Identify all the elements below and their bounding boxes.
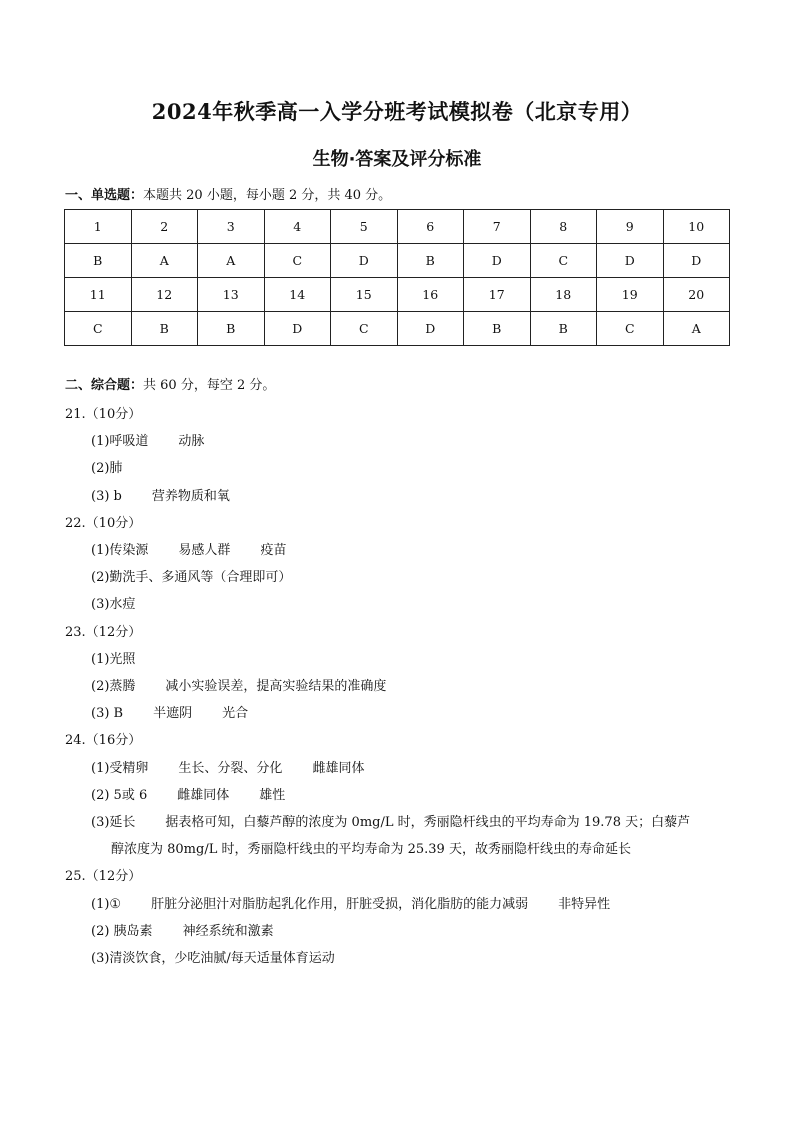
answer-line-continuation — [65, 836, 735, 863]
question-number-cell: 4 — [264, 210, 331, 244]
answer-part: 醇浓度为 80mg/L 时，秀丽隐杆线虫的平均寿命为 25.39 天，故秀丽隐杆线虫的寿命延长 — [111, 842, 631, 858]
question-heading: 21.（10分） — [65, 407, 142, 422]
answer-part: (3)水痘 — [91, 597, 136, 613]
answer-cell: C — [530, 244, 597, 278]
answer-part: 生长、分裂、分化 — [178, 760, 283, 776]
question-number-cell: 10 — [663, 210, 730, 244]
answer-part: 肝脏分泌胆汁对脂肪起乳化作用，肝脏受损，消化脂肪的能力减弱 — [151, 896, 529, 912]
question-number-cell: 18 — [530, 278, 597, 312]
answer-part: (3)延长 — [91, 814, 136, 830]
answer-part: 营养物质和氧 — [151, 488, 230, 504]
page-title: 2024年秋季高一入学分班考试模拟卷（北京专用） — [151, 99, 643, 124]
question-number-cell: 9 — [597, 210, 664, 244]
question-heading: 25.（12分） — [65, 869, 142, 885]
answer-cell: D — [397, 312, 464, 346]
answer-part: 雄性 — [259, 787, 286, 803]
answer-table — [64, 209, 730, 346]
answer-cell: A — [131, 244, 198, 278]
answer-cell: B — [530, 312, 597, 346]
answer-part: (1)受精卵 — [91, 760, 149, 776]
table-row-numbers-2 — [65, 278, 730, 312]
section-heading-single-choice — [65, 184, 391, 203]
section-description: 共 60 分，每空 2 分。 — [143, 378, 276, 393]
answer-line — [65, 673, 735, 700]
answer-part: 据表格可知，白藜芦醇的浓度为 0mg/L 时，秀丽隐杆线虫的平均寿命为 19.78 天；白藜芦 — [165, 814, 691, 830]
answer-cell: B — [198, 312, 265, 346]
question-number-cell: 17 — [464, 278, 531, 312]
question-number-cell: 6 — [397, 210, 464, 244]
question-number-cell: 3 — [198, 210, 265, 244]
answer-line — [65, 537, 735, 564]
question-number-cell: 13 — [198, 278, 265, 312]
answer-line — [65, 918, 735, 945]
answer-part: (2)勤洗手、多通风等（合理即可） — [91, 570, 292, 586]
answer-line — [65, 483, 735, 510]
answer-cell: C — [331, 312, 398, 346]
answer-part: 易感人群 — [178, 542, 231, 558]
answer-line — [65, 564, 735, 591]
answer-line — [65, 755, 735, 782]
question-number-cell: 14 — [264, 278, 331, 312]
answer-part: 神经系统和激素 — [182, 923, 274, 939]
table-row-numbers-1 — [65, 210, 730, 244]
answer-cell: C — [597, 312, 664, 346]
answer-part: 雌雄同体 — [177, 787, 230, 803]
answer-part: 非特异性 — [558, 896, 611, 912]
answer-part: (1)呼吸道 — [91, 434, 149, 450]
answer-part: (3) B — [91, 706, 124, 722]
answer-part: 动脉 — [178, 434, 205, 450]
answer-line — [65, 782, 735, 809]
question-number-cell: 15 — [331, 278, 398, 312]
question-heading: 23.（12分） — [65, 624, 142, 640]
answer-part: 疫苗 — [260, 542, 287, 558]
answer-part: (3) b — [91, 488, 122, 504]
section-label: 二、综合题： — [65, 378, 144, 393]
answer-part: 减小实验误差，提高实验结果的准确度 — [165, 678, 387, 694]
question-number-cell: 2 — [131, 210, 198, 244]
answer-cell: B — [464, 312, 531, 346]
answer-cell: D — [464, 244, 531, 278]
question-number-cell: 5 — [331, 210, 398, 244]
answer-line — [65, 428, 735, 455]
answer-line — [65, 646, 735, 673]
answer-part: (2) 5或 6 — [91, 787, 148, 803]
answer-cell: A — [663, 312, 730, 346]
question-number-cell: 7 — [464, 210, 531, 244]
answer-part: (1)① — [91, 896, 122, 912]
page-subtitle: 生物·答案及评分标准 — [312, 149, 482, 170]
answer-part: (2)蒸腾 — [91, 678, 136, 694]
answer-part: 光合 — [222, 706, 249, 722]
question-number-cell: 12 — [131, 278, 198, 312]
answer-cell: D — [331, 244, 398, 278]
answer-line — [65, 809, 735, 836]
question-number-cell: 1 — [65, 210, 132, 244]
answer-part: (1)光照 — [91, 651, 136, 667]
question-number-cell: 8 — [530, 210, 597, 244]
answer-part: (2) 胰岛素 — [91, 923, 153, 939]
question-number-cell: 11 — [65, 278, 132, 312]
answer-cell: C — [65, 312, 132, 346]
answer-part: (3)清淡饮食，少吃油腻/每天适量体育运动 — [91, 950, 335, 966]
answer-line — [65, 945, 735, 972]
answer-cell: D — [264, 312, 331, 346]
answer-cell: C — [264, 244, 331, 278]
question-heading: 24.（16分） — [65, 733, 142, 749]
section-heading-comprehensive — [65, 374, 275, 393]
answer-line — [65, 455, 735, 482]
answer-cell: D — [663, 244, 730, 278]
section-description: 本题共 20 小题，每小题 2 分，共 40 分。 — [143, 188, 392, 203]
question-number-cell: 19 — [597, 278, 664, 312]
answer-cell: B — [65, 244, 132, 278]
answer-cell: D — [597, 244, 664, 278]
answer-part: (1)传染源 — [91, 542, 149, 558]
answer-line — [65, 891, 735, 918]
answer-cell: A — [198, 244, 265, 278]
question-number-cell: 20 — [663, 278, 730, 312]
answer-line — [65, 700, 735, 727]
section-label: 一、单选题： — [65, 188, 144, 203]
answer-part: 雌雄同体 — [312, 760, 365, 776]
answer-line — [65, 591, 735, 618]
answer-cell: B — [397, 244, 464, 278]
table-row-answers-2 — [65, 312, 730, 346]
comprehensive-answers — [65, 401, 735, 972]
table-row-answers-1 — [65, 244, 730, 278]
question-number-cell: 16 — [397, 278, 464, 312]
answer-part: (2)肺 — [91, 461, 123, 477]
answer-part: 半遮阴 — [153, 706, 193, 722]
question-heading: 22.（10分） — [65, 515, 142, 531]
answer-cell: B — [131, 312, 198, 346]
